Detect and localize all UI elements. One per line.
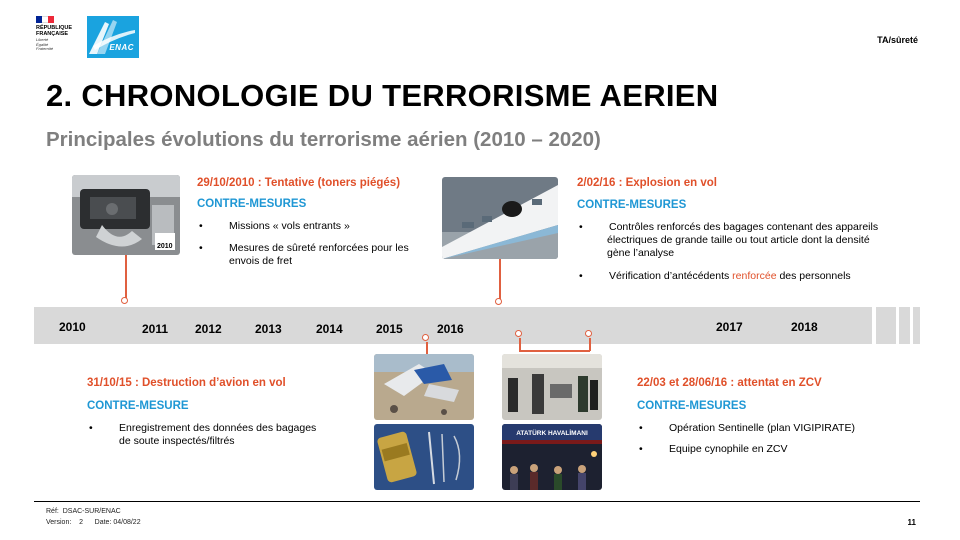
- list-item: • Equipe cynophile en ZCV: [639, 443, 788, 455]
- list-item: • Opération Sentinelle (plan VIGIPIRATE): [639, 422, 855, 434]
- section-tag: TA/sûreté: [877, 35, 918, 45]
- connector-line: [125, 255, 127, 299]
- highlighted-word: renforcée: [732, 270, 777, 282]
- event-2016-explosion-countermeasures-label: CONTRE-MESURES: [577, 199, 687, 211]
- event-2016-zcv-heading: 22/03 et 28/06/16 : attentat en ZCV: [637, 377, 822, 389]
- list-item-continuation: électriques de grande taille ou tout article dont la densité: [607, 234, 870, 246]
- page-subtitle: Principales évolutions du terrorisme aérien (2010 – 2020): [46, 128, 601, 151]
- footer-divider: [34, 501, 920, 502]
- list-item-continuation: de soute inspectés/filtrés: [119, 435, 235, 447]
- ataturk-airport-photo: [502, 424, 602, 490]
- list-item: • Missions « vols entrants »: [199, 220, 350, 232]
- event-2010-heading: 29/10/2010 : Tentative (toners piégés): [197, 177, 401, 189]
- year-label: 2010: [59, 320, 86, 334]
- timeline-end-block: [899, 307, 910, 344]
- year-label: 2018: [791, 320, 818, 334]
- event-2016-explosion-heading: 2/02/16 : Explosion en vol: [577, 177, 717, 189]
- timeline-marker-dot: [515, 330, 522, 337]
- rf-logo-text: RÉPUBLIQUE FRANÇAISE: [36, 25, 73, 37]
- list-item: • Contrôles renforcés des bagages contenant des appareils: [579, 221, 879, 233]
- event-2015-countermeasure-label: CONTRE-MESURE: [87, 400, 189, 412]
- bullet-text: Vérification d’antécédents: [609, 270, 733, 282]
- event-2015-heading: 31/10/15 : Destruction d’avion en vol: [87, 377, 286, 389]
- photo-sign-text: ATATÜRK HAVALİMANI: [516, 430, 588, 437]
- connector-line: [426, 342, 428, 354]
- bullet-text: des personnels: [776, 270, 851, 282]
- year-label: 2012: [195, 322, 222, 336]
- connector-line: [519, 350, 590, 352]
- photo-caption: 2010: [157, 243, 173, 250]
- explosion-in-flight-photo: [442, 177, 558, 259]
- aircraft-wreckage-photo: [374, 354, 474, 420]
- footer-ref: Réf: DSAC-SUR/ENAC: [46, 508, 121, 515]
- list-item: • Mesures de sûreté renforcées pour les: [199, 242, 409, 254]
- year-label: 2016: [437, 322, 464, 336]
- list-item-continuation: envois de fret: [229, 255, 293, 267]
- enac-logo: ENAC: [87, 16, 139, 58]
- timeline-end-block: [913, 307, 920, 344]
- event-2016-zcv-countermeasures-label: CONTRE-MESURES: [637, 400, 747, 412]
- timeline-end-block: [876, 307, 896, 344]
- footer-version: Version: 2 Date: 04/08/22: [46, 519, 141, 526]
- airport-security-photo: [502, 354, 602, 420]
- timeline-marker-dot: [495, 298, 502, 305]
- page-title: 2. CHRONOLOGIE DU TERRORISME AERIEN: [46, 78, 719, 113]
- page-number: 11: [907, 518, 916, 527]
- republique-francaise-logo: [36, 16, 80, 60]
- year-label: 2015: [376, 322, 403, 336]
- french-flag-icon: [36, 16, 54, 23]
- year-label: 2017: [716, 320, 743, 334]
- timeline-marker-dot: [422, 334, 429, 341]
- list-item-continuation: gène l’analyse: [607, 247, 675, 259]
- rf-motto: Liberté Égalité Fraternité: [36, 37, 54, 51]
- soda-can-bomb-photo: [374, 424, 474, 490]
- timeline-marker-dot: [585, 330, 592, 337]
- timeline-marker-dot: [121, 297, 128, 304]
- list-item: • Enregistrement des données des bagages: [89, 422, 317, 434]
- toner-bomb-photo: [72, 175, 180, 255]
- event-2010-countermeasures-label: CONTRE-MESURES: [197, 198, 307, 210]
- year-label: 2014: [316, 322, 343, 336]
- year-label: 2011: [142, 322, 169, 336]
- year-label: 2013: [255, 322, 282, 336]
- list-item: • Vérification d’antécédents renforcée des personnels: [579, 270, 851, 282]
